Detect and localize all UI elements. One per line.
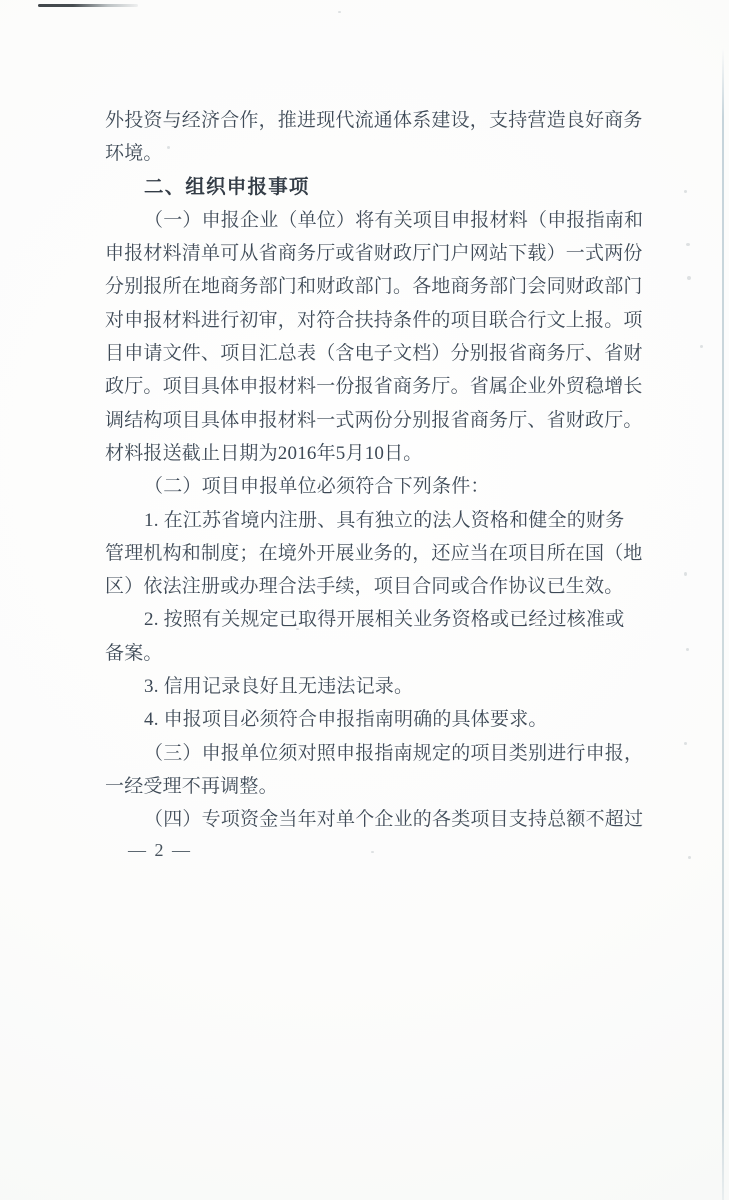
para-line: 对申报材料进行初审，对符合扶持条件的项目联合行文上报。项 [105,309,643,331]
para-line: （一）申报企业（单位）将有关项目申报材料（申报指南和 [144,209,644,231]
scan-speckle [700,345,703,348]
page-number: — 2 — [128,840,192,860]
para-line: 备案。 [105,642,163,664]
document-body [105,104,644,837]
para-line: 政厅。项目具体申报材料一份报省商务厅。省属企业外贸稳增长 [105,376,643,398]
scan-speckle [338,11,341,13]
para-line: 区）依法注册或办理合法手续，项目合同或合作协议已生效。 [105,576,624,598]
scan-speckle [686,243,690,246]
list-item-line: 4. 申报项目必须符合申报指南明确的具体要求。 [144,709,548,731]
para-line: 外投资与经济合作，推进现代流通体系建设，支持营造良好商务 [105,110,643,131]
para-line: 管理机构和制度；在境外开展业务的，还应当在项目所在国（地 [105,542,643,564]
list-item-line: 2. 按照有关规定已取得开展相关业务资格或已经过核准或 [144,609,625,631]
list-item-line: 3. 信用记录良好且无违法记录。 [144,676,414,698]
scan-speckle [684,742,687,745]
para-line: 一经受理不再调整。 [105,775,278,797]
scan-speckle [684,572,687,576]
para-line: 目申请文件、项目汇总表（含电子文档）分别报省商务厅、省财 [105,343,643,365]
para-line: （二）项目申报单位必须符合下列条件： [144,476,490,498]
scan-speckle [688,856,691,859]
scan-speckle [687,276,691,280]
para-line: 材料报送截止日期为2016年5月10日。 [105,442,423,464]
para-line: （四）专项资金当年对单个企业的各类项目支持总额不超过 [144,809,644,831]
para-line: 环境。 [105,143,163,165]
list-item-line: 1. 在江苏省境内注册、具有独立的法人资格和健全的财务 [144,509,625,531]
section-heading: 二、组织申报事项 [144,175,310,198]
para-line: 申报材料清单可从省商务厅或省财政厅门户网站下载）一式两份 [105,243,643,265]
scan-speckle [684,190,687,193]
scan-streak-artifact [38,4,138,7]
scan-speckle [371,851,374,853]
para-line: （三）申报单位须对照申报指南规定的项目类别进行申报， [144,742,644,764]
scan-edge-line-artifact [722,48,724,1200]
para-line: 调结构项目具体申报材料一式两份分别报省商务厅、省财政厅。 [105,409,643,431]
scan-speckle [686,648,689,651]
para-line: 分别报所在地商务部门和财政部门。各地商务部门会同财政部门 [105,276,643,298]
